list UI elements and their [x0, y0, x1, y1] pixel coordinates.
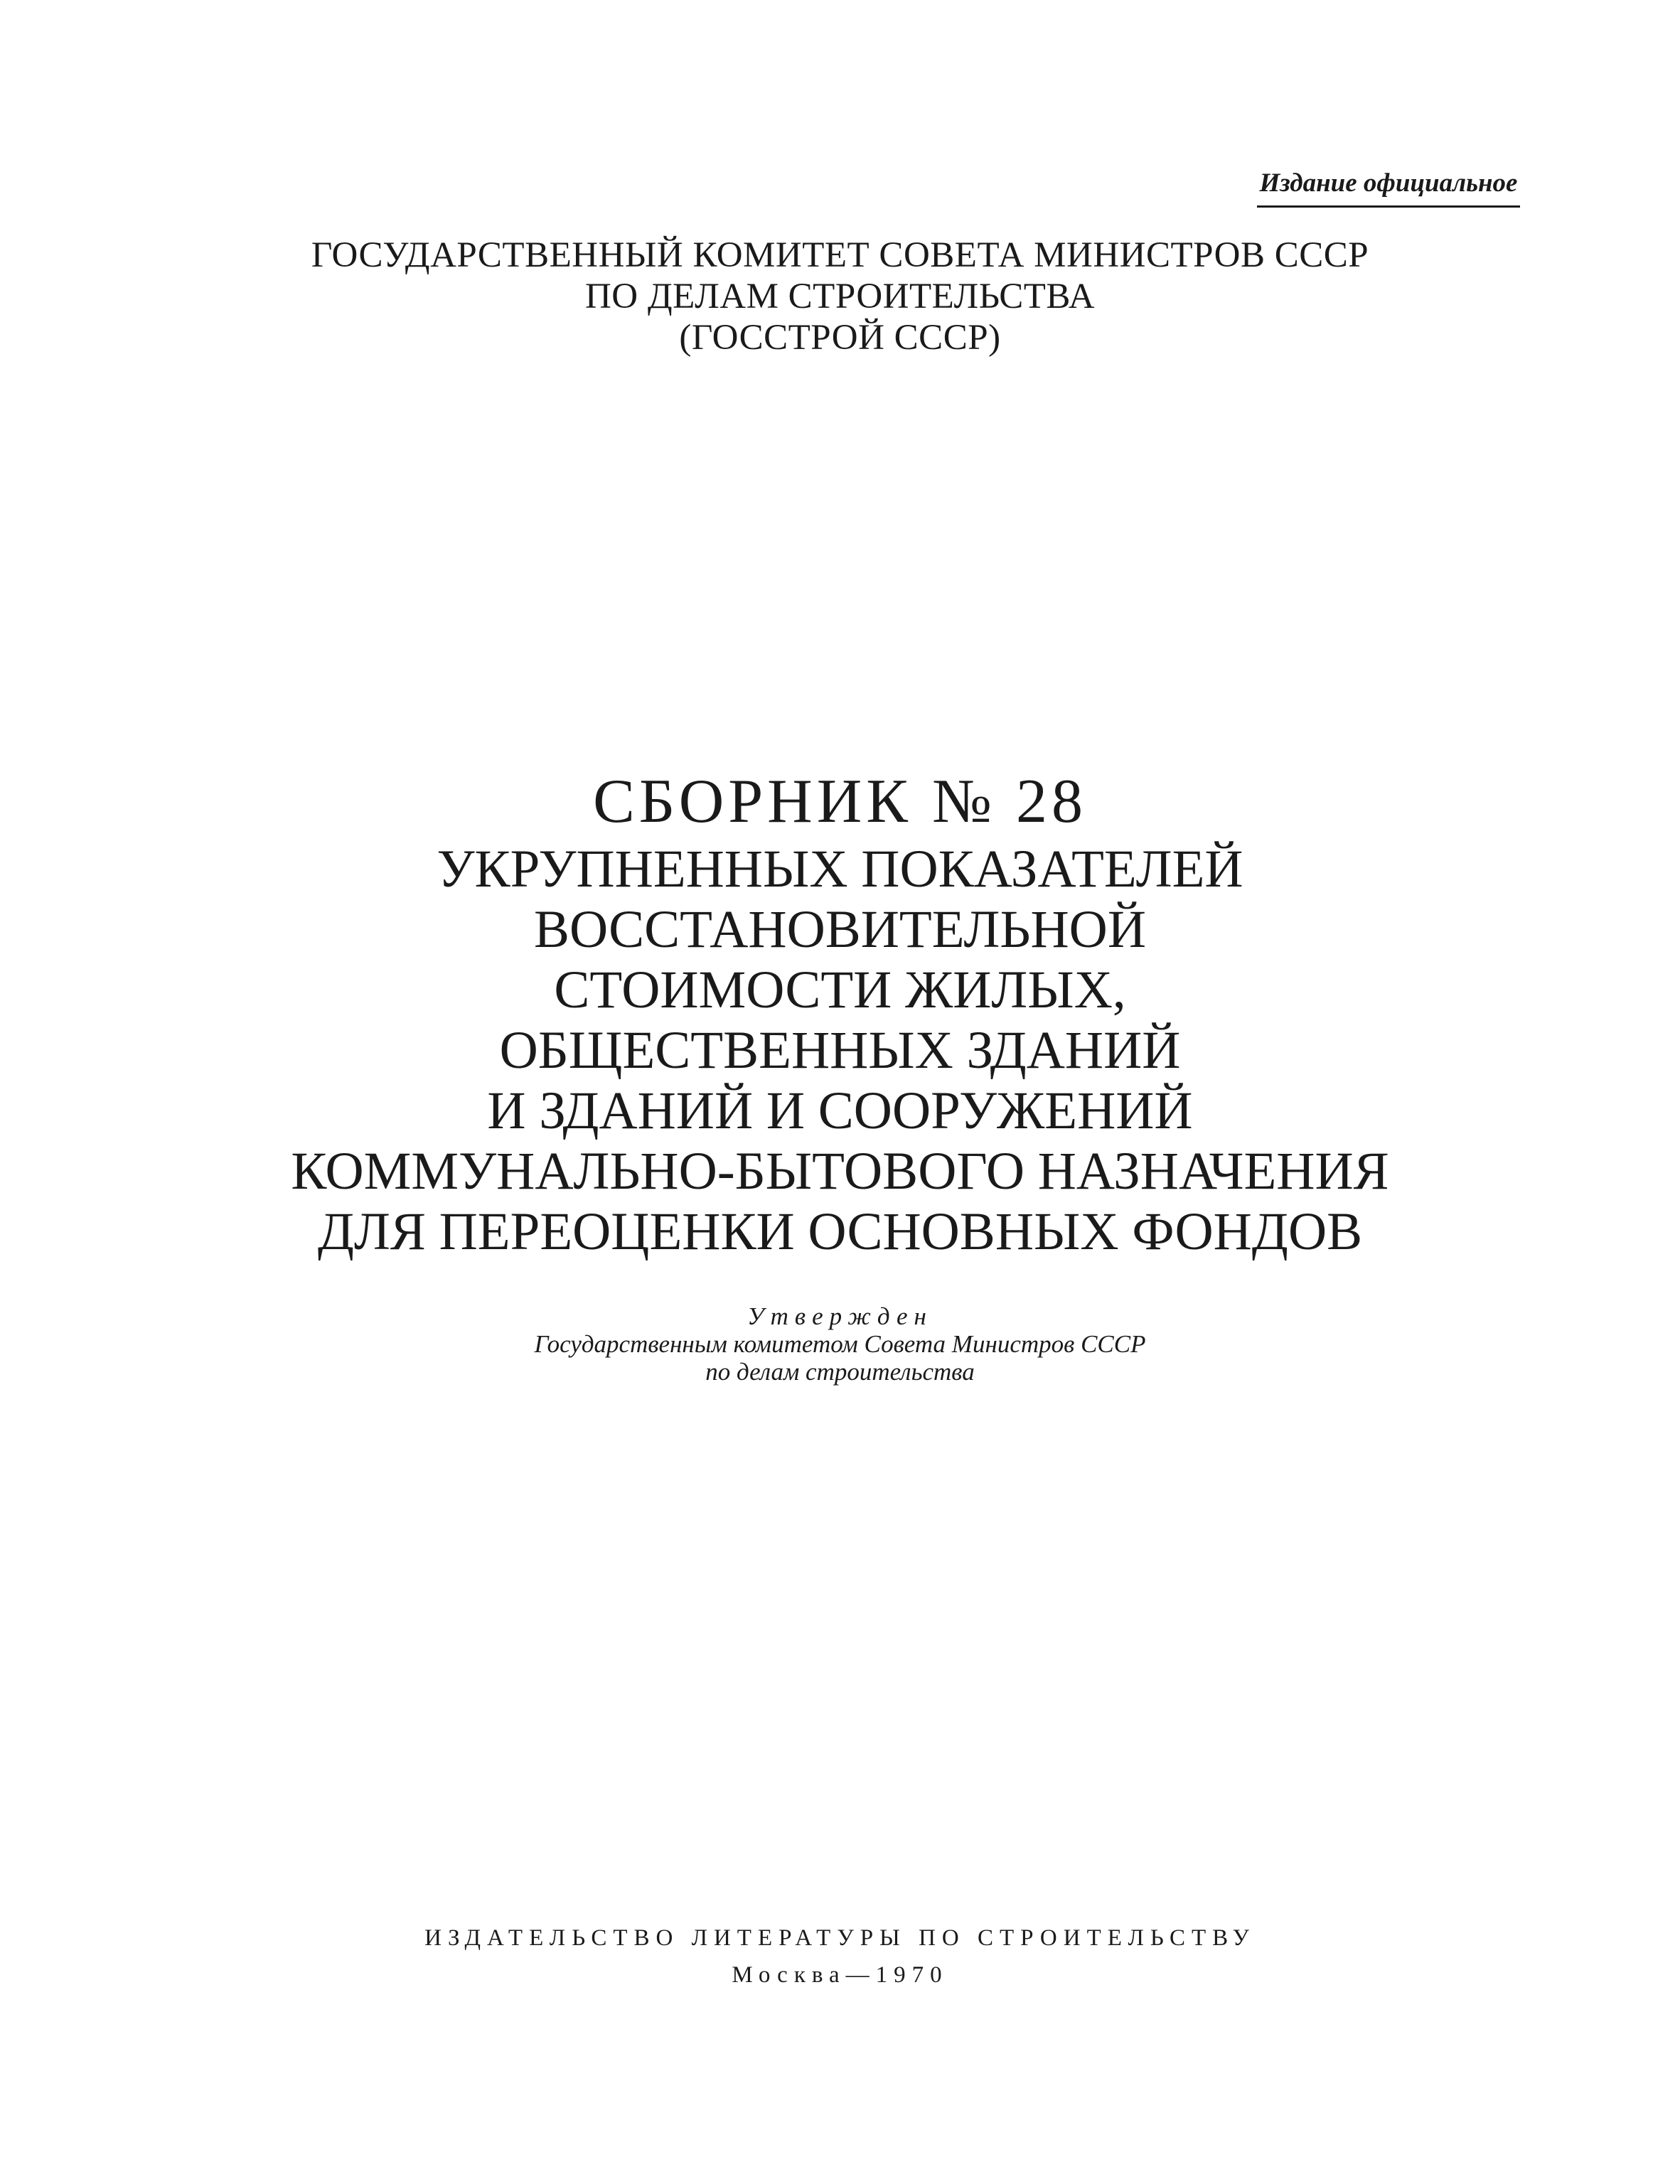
- subtitle-line: ВОССТАНОВИТЕЛЬНОЙ: [534, 900, 1146, 959]
- approval-note: [213, 1302, 1467, 1386]
- publisher-name: ИЗДАТЕЛЬСТВО ЛИТЕРАТУРЫ ПО СТРОИТЕЛЬСТВУ: [424, 1925, 1256, 1951]
- subtitle-line: ОБЩЕСТВЕННЫХ ЗДАНИЙ: [499, 1021, 1181, 1080]
- publisher-block: [213, 1920, 1467, 1993]
- committee-header: [213, 235, 1467, 358]
- committee-line: (ГОССТРОЙ СССР): [679, 318, 1001, 358]
- main-title: СБОРНИК № 28: [593, 767, 1087, 836]
- committee-line: ГОСУДАРСТВЕННЫЙ КОМИТЕТ СОВЕТА МИНИСТРОВ СССР: [311, 235, 1369, 275]
- subtitle-line: СТОИМОСТИ ЖИЛЫХ,: [554, 960, 1126, 1019]
- title-block: [213, 768, 1467, 1262]
- approval-line: по делам строительства: [705, 1358, 975, 1386]
- subtitle-line: И ЗДАНИЙ И СООРУЖЕНИЙ: [487, 1081, 1193, 1140]
- subtitle-line: КОММУНАЛЬНО-БЫТОВОГО НАЗНАЧЕНИЯ: [291, 1142, 1389, 1201]
- committee-line: ПО ДЕЛАМ СТРОИТЕЛЬСТВА: [584, 277, 1096, 316]
- subtitle-line: ДЛЯ ПЕРЕОЦЕНКИ ОСНОВНЫХ ФОНДОВ: [317, 1202, 1363, 1261]
- approval-line: Утвержден: [747, 1302, 933, 1330]
- approval-line: Государственным комитетом Совета Министров СССР: [534, 1330, 1146, 1358]
- edition-label: Издание официальное: [1257, 168, 1520, 208]
- subtitle-line: УКРУПНЕННЫХ ПОКАЗАТЕЛЕЙ: [437, 840, 1243, 899]
- city-year: Москва—1970: [732, 1962, 948, 1988]
